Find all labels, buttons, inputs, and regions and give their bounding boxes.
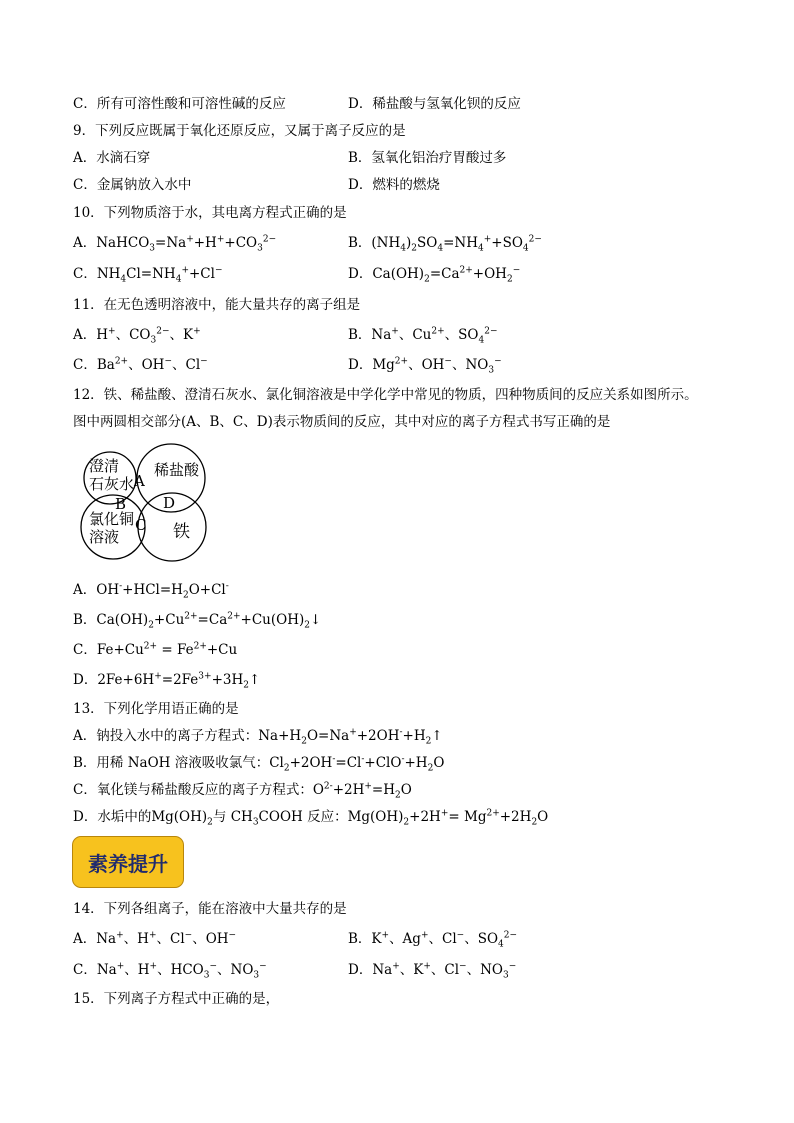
q9-option-b: B．氢氧化铝治疗胃酸过多 xyxy=(348,150,507,166)
venn-region-b: B xyxy=(115,495,127,513)
venn-region-d: D xyxy=(163,494,176,512)
q14-stem: 14．下列各组离子，能在溶液中大量共存的是 xyxy=(73,901,347,917)
q12-stem-line1: 12．铁、稀盐酸、澄清石灰水、氯化铜溶液是中学化学中常见的物质，四种物质间的反应关系如图所示。 xyxy=(73,387,698,403)
q12-option-b: B．$Ca(OH)_2+Cu^{2+}=Ca^{2+}+Cu(OH)_2↓$ xyxy=(73,611,322,631)
q10-option-b: B．$(NH_4)_2SO_4=NH_4^++SO_4^{2-}$ xyxy=(348,234,542,254)
q10-option-c: C．$NH_4Cl=NH_4^++Cl^-$ xyxy=(73,265,223,285)
q11-option-d: D．$Mg^{2+}$、OH−、$NO_3^-$ xyxy=(348,356,502,376)
venn-label-cucl2-2: 溶液 xyxy=(89,528,120,546)
q10-stem: 10．下列物质溶于水，其电离方程式正确的是 xyxy=(73,205,347,221)
venn-label-iron: 铁 xyxy=(173,522,190,542)
q11-option-b: B．Na+、$Cu^{2+}$、$SO_4^{2-}$ xyxy=(348,326,498,346)
venn-region-c: C xyxy=(135,516,147,534)
venn-label-limewater-1: 澄清 xyxy=(89,457,120,475)
q12-option-c: C．$Fe+Cu^{2+} = Fe^{2+}+Cu$ xyxy=(73,641,238,658)
q11-stem: 11．在无色透明溶液中，能大量共存的离子组是 xyxy=(73,297,361,313)
q10-option-a: A．$NaHCO_3=Na^++H^++CO_3^{2-}$ xyxy=(73,234,277,254)
q8-option-c: C．所有可溶性酸和可溶性碱的反应 xyxy=(73,96,286,112)
q13-stem: 13．下列化学用语正确的是 xyxy=(73,701,239,717)
q14-option-b: B．K+、Ag+、Cl−、$SO_4^{2-}$ xyxy=(348,930,518,950)
venn-diagram xyxy=(80,442,210,564)
q13-option-a: A．钠投入水中的离子方程式：$Na+H_2O=Na^++2OH^-+H_2↑$ xyxy=(73,727,443,747)
q9-option-c: C．金属钠放入水中 xyxy=(73,177,192,193)
q15-stem: 15．下列离子方程式中正确的是， xyxy=(73,991,280,1007)
q14-option-a: A．Na+、H+、Cl−、OH− xyxy=(73,930,237,947)
q11-option-a: A．H+、$CO_3^{2-}$、K+ xyxy=(73,326,201,346)
q12-option-a: A．$OH^-+HCl=H_2O+Cl^-$ xyxy=(73,581,229,601)
venn-label-hcl: 稀盐酸 xyxy=(154,461,200,479)
q12-option-d: D．$2Fe+6H^+=2Fe^{3+}+3H_2↑$ xyxy=(73,671,261,691)
q14-option-c: C．Na+、H+、$HCO_3^-$、$NO_3^-$ xyxy=(73,961,267,981)
q13-option-c: C．氧化镁与稀盐酸反应的离子方程式：$O^{2-}+2H^+=H_2O$ xyxy=(73,781,412,801)
q9-option-a: A．水滴石穿 xyxy=(73,150,151,166)
venn-region-a: A xyxy=(134,472,145,490)
q12-stem-line2: 图中两圆相交部分(A、B、C、D)表示物质间的反应，其中对应的离子方程式书写正确的是 xyxy=(73,414,611,430)
q13-option-b: B．用稀 NaOH 溶液吸收氯气：$Cl_2+2OH^-=Cl^-+ClO^-+H_2O$ xyxy=(73,754,445,774)
q13-option-d: D．水垢中的$Mg(OH)_2$与 $CH_3COOH$ 反应：$Mg(OH)_2+2H^+= Mg^{2+}+2H_2O$ xyxy=(73,808,549,828)
q11-option-c: C．$Ba^{2+}$、OH−、Cl− xyxy=(73,356,208,373)
section-badge: 素养提升 xyxy=(72,836,184,888)
venn-label-limewater-2: 石灰水 xyxy=(89,475,135,493)
q8-option-d: D．稀盐酸与氢氧化钡的反应 xyxy=(348,96,521,112)
q9-option-d: D．燃料的燃烧 xyxy=(348,177,440,193)
venn-label-cucl2-1: 氯化铜 xyxy=(89,510,135,528)
q14-option-d: D．Na+、K+、Cl−、$NO_3^-$ xyxy=(348,961,517,981)
q10-option-d: D．$Ca(OH)_2=Ca^{2+}+OH_2^-$ xyxy=(348,265,521,285)
q9-stem: 9．下列反应既属于氧化还原反应，又属于离子反应的是 xyxy=(73,123,406,139)
